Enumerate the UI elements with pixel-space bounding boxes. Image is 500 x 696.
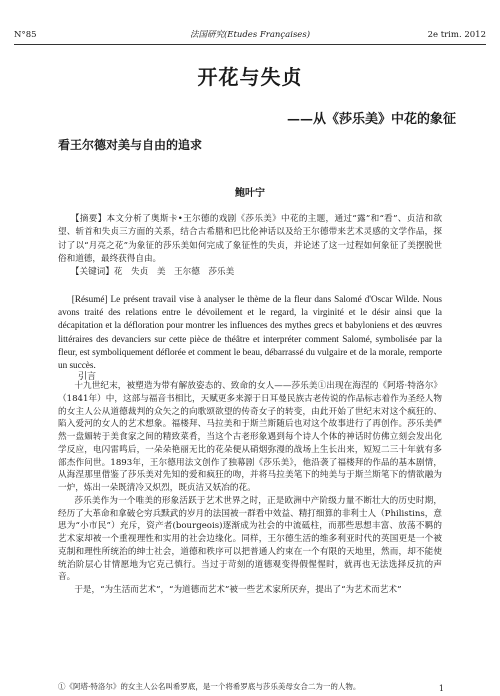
body-text [58, 380, 442, 597]
abstract-text: 【摘要】本文分析了奥斯卡•王尔德的戏剧《莎乐美》中花的主题，通过“露”和“看”、贞洁和欲望、斩首和失贞三方面的关系，结合古希腊和巴比伦神话以及给王尔德带来艺术灵感的文学作品，探讨了以“月亮之花”为象征的莎乐美如何完成了象征性的失贞，并论述了这一过程如何象征了美摆脱世俗和道德，最终获得自由。 [58, 214, 442, 264]
abstract-block [58, 213, 442, 279]
article-title: 开花与失贞 [197, 65, 303, 89]
page-number: 1 [438, 684, 444, 693]
resume-block [58, 293, 442, 372]
body-paragraph: 莎乐美作为一个唯美的形象活跃于艺术世界之时，正是欧洲中产阶级力量不断壮大的历史时期，经历了大革命和拿破仑穷兵黩武的岁月的法国被一群看中效益、精打细算的非利士人（Philistins，意思为“小市民”）充斥，资产者(bourgeois)逐渐成为社会的中流砥柱，而那些思想丰富、放荡不羁的艺术家却被一个重视理性和实用的社会边缘化。同样，王尔德生活的维多利亚时代的英国更是一个被克制和理性所统治的绅士社会，道德和秩序可以把普通人约束在一个有限的天地里，然而，却不能使统治阶层心甘情愿地为它克己慎行。当过于苛刻的道德观变得假惺惺时，就再也无法选择反抗的声音。 [58, 495, 442, 583]
intro-heading: 引言 [78, 372, 97, 382]
keywords-text: 【关键词】花 失贞 美 王尔德 莎乐美 [70, 267, 235, 278]
running-header [14, 28, 486, 42]
journal-name: 法国研究(Etudes Françaises) [189, 30, 311, 40]
footnote: ①《阿塔·特洛尔》的女主人公名叫希罗底，是一个将希罗底与莎乐美母女合二为一的人物。 [58, 682, 361, 691]
article-subtitle: ——从《莎乐美》中花的象征 [286, 112, 456, 127]
body-paragraph: 十九世纪末，被塑造为带有解放姿态的、致命的女人——莎乐美①出现在海涅的《阿塔·特洛尔》（1841年）中，这部与福音书相比，天赋更多来源于日耳曼民族古老传说的作品标志着作为圣经人物的女主人公从道德裁判的众矢之的向歌颂欲望的传奇女子的转变，由此开始了世纪末对这个疯狂的、陷入爱河的女人的艺术想象。福楼拜、马拉美和于斯兰斯随后也对这个故事进行了再创作。莎乐美俨然一盘媚转于美食家之间的精致菜肴，当这个古老形象遇到每个诗人个体的神话时仿佛立刻会发出化学反应，电闪雷鸣后，一朵朵艳丽无比的花朵便从硝烟弥漫的战场上生长出来，短短二三十年就有多部杰作问世。1893年，王尔德用法文创作了独幕剧《莎乐美》，他沿袭了福楼拜的作品的基本剧情，从海涅那里借鉴了莎乐美对先知的爱和疯狂的吻，并将马拉美笔下的纯美与于斯兰斯笔下的情欲融为一炉，炼出一朵既清冷又炽烈，既贞洁又妖冶的花。 [58, 381, 442, 493]
body-paragraph: 于是，“为生活而艺术”，“为道德而艺术”被一些艺术家所厌弃，提出了“为艺术而艺术” [74, 585, 402, 595]
issue-period: 2e trim. 2012 [427, 30, 486, 40]
header-rule [14, 44, 486, 45]
author-name: 鲍叶宁 [235, 188, 265, 199]
article-subtitle-continued: 看王尔德对美与自由的追求 [58, 138, 203, 152]
issue-number: N°85 [14, 30, 37, 40]
resume-text: [Résumé] Le présent travail vise à analyser le thème de la fleur dans Salomé d'Oscar Wilde. Nous avons traité des relations entre le dévoilement et le regard, la virginité et le désir ainsi que la décapitation et la défloration pour montrer les influences des mythes grecs et babyloniens et des œuvres littéraires des devanciers sur cette pièce de théâtre et interpréter comment Salomé, symbolisée par la fleur, est symboliquement déflorée et comment le beau, débarrassé du vulgaire et de la morale, remporte un succès. [58, 294, 442, 371]
